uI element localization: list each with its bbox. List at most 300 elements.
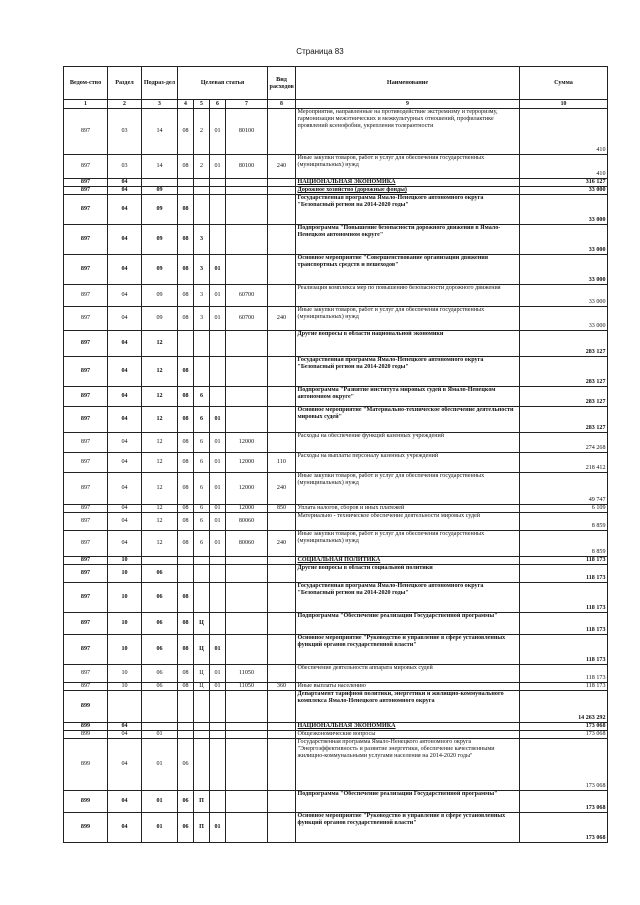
table-row [64, 505, 608, 513]
cell-direction: 80060 [226, 513, 268, 531]
cell-department: 897 [64, 187, 108, 195]
cell-expense-type: 240 [268, 473, 296, 505]
cell-department: 899 [64, 791, 108, 813]
table-row [64, 791, 608, 813]
cell-expense-type [268, 331, 296, 357]
cell-program: 08 [178, 285, 194, 307]
table-row [64, 665, 608, 683]
cell-activity: 01 [210, 473, 226, 505]
table-row [64, 531, 608, 557]
cell-name: Иные закупки товаров, работ и услуг для обеспечения государственных (муниципальных) нужд [296, 307, 520, 331]
cell-department: 899 [64, 691, 108, 723]
cell-activity: 01 [210, 505, 226, 513]
cell-name: Реализация комплекса мер по повышению безопасности дорожного движения [296, 285, 520, 307]
column-number-row [64, 100, 608, 109]
cell-sum: 6 109 [520, 505, 608, 513]
cell-activity: 01 [210, 683, 226, 691]
cell-sum: 33 000 [520, 307, 608, 331]
cell-department: 899 [64, 739, 108, 791]
cell-section: 04 [108, 331, 142, 357]
cell-sum: 33 000 [520, 225, 608, 255]
cell-subsection: 01 [142, 739, 178, 791]
table-row [64, 683, 608, 691]
table-row [64, 635, 608, 665]
cell-expense-type: 110 [268, 453, 296, 473]
table-row [64, 285, 608, 307]
cell-program: 08 [178, 307, 194, 331]
cell-subprogram [194, 731, 210, 739]
table-row [64, 513, 608, 531]
cell-name: Подпрограмма "Развитие института мировых судей в Ямало-Ненецком автономном округе" [296, 387, 520, 407]
header-row [64, 67, 608, 100]
cell-program: 08 [178, 613, 194, 635]
cell-subprogram: 6 [194, 387, 210, 407]
table-row [64, 691, 608, 723]
column-number: 10 [520, 100, 608, 109]
cell-activity [210, 179, 226, 187]
cell-activity: 01 [210, 453, 226, 473]
cell-department: 897 [64, 331, 108, 357]
cell-section: 04 [108, 255, 142, 285]
cell-name: Основное мероприятие "Руководство и управление в сфере установленных функций органов государственной власти" [296, 813, 520, 843]
cell-subprogram: 6 [194, 513, 210, 531]
cell-direction: 11050 [226, 665, 268, 683]
cell-activity [210, 565, 226, 583]
cell-program: 08 [178, 357, 194, 387]
cell-program: 08 [178, 665, 194, 683]
table-row [64, 723, 608, 731]
cell-subprogram: 6 [194, 505, 210, 513]
cell-department: 897 [64, 473, 108, 505]
column-number: 5 [194, 100, 210, 109]
cell-direction [226, 613, 268, 635]
cell-subsection: 12 [142, 473, 178, 505]
cell-direction [226, 723, 268, 731]
budget-table [63, 66, 608, 843]
cell-expense-type [268, 387, 296, 407]
cell-subsection: 09 [142, 187, 178, 195]
cell-expense-type [268, 407, 296, 433]
cell-name: Подпрограмма "Повышение безопасности дорожного движения в Ямало-Ненецком автономном округе" [296, 225, 520, 255]
cell-department: 897 [64, 635, 108, 665]
cell-name: СОЦИАЛЬНАЯ ПОЛИТИКА [296, 557, 520, 565]
cell-program: 08 [178, 513, 194, 531]
cell-subsection: 14 [142, 155, 178, 179]
cell-expense-type [268, 225, 296, 255]
cell-expense-type [268, 665, 296, 683]
cell-program: 08 [178, 683, 194, 691]
cell-subprogram [194, 187, 210, 195]
cell-section: 04 [108, 407, 142, 433]
cell-name: Материально - техническое обеспечение деятельности мировых судей [296, 513, 520, 531]
cell-department: 897 [64, 505, 108, 513]
cell-program [178, 187, 194, 195]
cell-department: 897 [64, 683, 108, 691]
table-row [64, 179, 608, 187]
cell-direction [226, 565, 268, 583]
cell-section: 04 [108, 453, 142, 473]
cell-subsection: 06 [142, 683, 178, 691]
cell-sum: 283 127 [520, 331, 608, 357]
cell-direction [226, 407, 268, 433]
cell-sum: 118 173 [520, 613, 608, 635]
cell-subprogram [194, 331, 210, 357]
cell-activity: 01 [210, 109, 226, 155]
cell-subsection: 06 [142, 665, 178, 683]
cell-activity [210, 357, 226, 387]
cell-section: 03 [108, 109, 142, 155]
cell-sum: 118 173 [520, 635, 608, 665]
cell-department: 897 [64, 433, 108, 453]
cell-section: 10 [108, 665, 142, 683]
cell-program [178, 565, 194, 583]
cell-direction [226, 691, 268, 723]
cell-direction: 12000 [226, 453, 268, 473]
cell-direction [226, 195, 268, 225]
cell-section: 04 [108, 387, 142, 407]
cell-activity [210, 225, 226, 255]
cell-activity: 01 [210, 407, 226, 433]
cell-activity: 01 [210, 665, 226, 683]
cell-subsection: 12 [142, 407, 178, 433]
cell-direction [226, 255, 268, 285]
cell-expense-type [268, 613, 296, 635]
column-number: 2 [108, 100, 142, 109]
cell-program: 08 [178, 473, 194, 505]
cell-direction: 60700 [226, 285, 268, 307]
table-row [64, 433, 608, 453]
cell-direction: 12000 [226, 473, 268, 505]
cell-program: 08 [178, 583, 194, 613]
cell-section: 04 [108, 433, 142, 453]
cell-activity: 01 [210, 513, 226, 531]
cell-sum: 410 [520, 155, 608, 179]
cell-section: 04 [108, 505, 142, 513]
cell-subsection: 12 [142, 357, 178, 387]
cell-subsection: 12 [142, 433, 178, 453]
cell-section: 03 [108, 155, 142, 179]
column-number: 1 [64, 100, 108, 109]
cell-sum: 118 173 [520, 565, 608, 583]
cell-department: 899 [64, 723, 108, 731]
table-row [64, 155, 608, 179]
table-row [64, 225, 608, 255]
cell-program: 08 [178, 453, 194, 473]
cell-sum: 274 268 [520, 433, 608, 453]
cell-section: 04 [108, 791, 142, 813]
cell-program: 06 [178, 739, 194, 791]
cell-department: 897 [64, 583, 108, 613]
cell-department: 897 [64, 613, 108, 635]
cell-sum: 173 068 [520, 723, 608, 731]
cell-subsection [142, 723, 178, 731]
cell-activity [210, 583, 226, 613]
cell-sum: 218 412 [520, 453, 608, 473]
cell-name: НАЦИОНАЛЬНАЯ ЭКОНОМИКА [296, 179, 520, 187]
cell-section: 04 [108, 187, 142, 195]
header-sum: Сумма [520, 67, 608, 100]
cell-name: Подпрограмма "Обеспечение реализации Государственной программы" [296, 791, 520, 813]
cell-direction: 12000 [226, 433, 268, 453]
cell-sum: 118 173 [520, 683, 608, 691]
cell-department: 897 [64, 255, 108, 285]
table-row [64, 739, 608, 791]
cell-program [178, 691, 194, 723]
cell-section: 04 [108, 731, 142, 739]
table-row [64, 331, 608, 357]
cell-subsection: 01 [142, 731, 178, 739]
cell-name: Государственная программа Ямало-Ненецкого автономного округа "Безопасный регион на 2014-2020 годы" [296, 195, 520, 225]
cell-program [178, 731, 194, 739]
cell-direction: 11050 [226, 683, 268, 691]
cell-activity [210, 739, 226, 791]
cell-section: 10 [108, 557, 142, 565]
cell-name: Департамент тарифной политики, энергетики и жилищно-коммунального комплекса Ямало-Ненецкого автономного округа [296, 691, 520, 723]
cell-subsection: 09 [142, 255, 178, 285]
cell-name: Общеэкономические вопросы [296, 731, 520, 739]
cell-subprogram [194, 357, 210, 387]
cell-section: 04 [108, 813, 142, 843]
cell-program: 08 [178, 407, 194, 433]
table-row [64, 387, 608, 407]
cell-sum: 283 127 [520, 387, 608, 407]
cell-expense-type [268, 433, 296, 453]
cell-activity [210, 187, 226, 195]
cell-expense-type [268, 635, 296, 665]
cell-expense-type: 240 [268, 155, 296, 179]
cell-subprogram: 6 [194, 453, 210, 473]
cell-direction [226, 731, 268, 739]
cell-subprogram [194, 691, 210, 723]
cell-expense-type [268, 195, 296, 225]
table-row [64, 613, 608, 635]
cell-subsection: 01 [142, 813, 178, 843]
cell-program: 08 [178, 225, 194, 255]
cell-activity: 01 [210, 307, 226, 331]
cell-direction [226, 813, 268, 843]
cell-sum: 283 127 [520, 407, 608, 433]
cell-activity [210, 331, 226, 357]
cell-subprogram [194, 195, 210, 225]
cell-subsection: 12 [142, 453, 178, 473]
cell-sum: 283 127 [520, 357, 608, 387]
cell-name: Подпрограмма "Обеспечение реализации Государственной программы" [296, 613, 520, 635]
cell-subsection: 14 [142, 109, 178, 155]
cell-subsection: 06 [142, 635, 178, 665]
cell-subsection: 09 [142, 307, 178, 331]
cell-program: 08 [178, 195, 194, 225]
header-target-article: Целевая статья [178, 67, 268, 100]
cell-section: 10 [108, 583, 142, 613]
cell-direction [226, 557, 268, 565]
cell-sum: 118 173 [520, 557, 608, 565]
cell-expense-type [268, 583, 296, 613]
cell-department: 897 [64, 557, 108, 565]
cell-sum: 410 [520, 109, 608, 155]
cell-name: Другие вопросы в области национальной экономики [296, 331, 520, 357]
cell-activity [210, 791, 226, 813]
cell-program [178, 723, 194, 731]
cell-activity: 01 [210, 531, 226, 557]
cell-name: Другие вопросы в области социальной политики [296, 565, 520, 583]
cell-expense-type [268, 179, 296, 187]
cell-department: 897 [64, 357, 108, 387]
cell-name: Обеспечение деятельности аппарата мировых судей [296, 665, 520, 683]
cell-expense-type [268, 109, 296, 155]
cell-subprogram: 2 [194, 109, 210, 155]
cell-direction [226, 387, 268, 407]
cell-subsection: 12 [142, 331, 178, 357]
cell-program: 08 [178, 505, 194, 513]
cell-department: 899 [64, 731, 108, 739]
cell-direction [226, 791, 268, 813]
cell-name: Расходы на обеспечение функций казенных учреждений [296, 433, 520, 453]
cell-direction [226, 583, 268, 613]
cell-department: 897 [64, 513, 108, 531]
cell-activity [210, 387, 226, 407]
cell-section: 10 [108, 635, 142, 665]
cell-section: 10 [108, 565, 142, 583]
cell-activity: 01 [210, 285, 226, 307]
cell-subsection: 09 [142, 225, 178, 255]
cell-subprogram: Ц [194, 613, 210, 635]
cell-expense-type: 240 [268, 531, 296, 557]
cell-expense-type: 850 [268, 505, 296, 513]
cell-subsection: 06 [142, 565, 178, 583]
header-department: Ведом-ство [64, 67, 108, 100]
cell-section: 04 [108, 739, 142, 791]
cell-section: 04 [108, 531, 142, 557]
cell-program [178, 179, 194, 187]
table-row [64, 813, 608, 843]
cell-program: 08 [178, 433, 194, 453]
cell-direction [226, 179, 268, 187]
cell-sum: 33 000 [520, 187, 608, 195]
cell-subprogram: 6 [194, 531, 210, 557]
cell-direction: 80100 [226, 155, 268, 179]
cell-department: 897 [64, 109, 108, 155]
cell-direction [226, 225, 268, 255]
cell-section: 04 [108, 307, 142, 331]
cell-program: 06 [178, 791, 194, 813]
cell-activity [210, 195, 226, 225]
cell-activity [210, 557, 226, 565]
cell-expense-type [268, 791, 296, 813]
column-number: 9 [296, 100, 520, 109]
cell-name: Государственная программа Ямало-Ненецкого автономного округа "Безопасный регион на 2014-2020 годы" [296, 357, 520, 387]
cell-subprogram: 3 [194, 255, 210, 285]
cell-subprogram: 6 [194, 433, 210, 453]
cell-expense-type [268, 187, 296, 195]
cell-subprogram: П [194, 813, 210, 843]
cell-section: 04 [108, 195, 142, 225]
cell-subsection: 06 [142, 583, 178, 613]
cell-subprogram: П [194, 791, 210, 813]
cell-activity [210, 613, 226, 635]
cell-direction [226, 635, 268, 665]
cell-activity: 01 [210, 255, 226, 285]
cell-expense-type [268, 731, 296, 739]
cell-subprogram: Ц [194, 665, 210, 683]
cell-program: 08 [178, 255, 194, 285]
column-number: 6 [210, 100, 226, 109]
cell-sum: 118 173 [520, 583, 608, 613]
cell-direction: 12000 [226, 505, 268, 513]
cell-subprogram [194, 565, 210, 583]
cell-name: Дорожное хозяйство (дорожные фонды) [296, 187, 520, 195]
cell-activity: 01 [210, 813, 226, 843]
cell-direction [226, 331, 268, 357]
cell-direction [226, 357, 268, 387]
cell-department: 897 [64, 565, 108, 583]
cell-section: 04 [108, 723, 142, 731]
cell-sum: 173 068 [520, 813, 608, 843]
cell-expense-type [268, 691, 296, 723]
table-row [64, 583, 608, 613]
cell-expense-type [268, 513, 296, 531]
cell-activity [210, 731, 226, 739]
table-row [64, 731, 608, 739]
cell-subprogram: 3 [194, 307, 210, 331]
cell-sum: 118 173 [520, 665, 608, 683]
cell-subprogram [194, 179, 210, 187]
table-row [64, 473, 608, 505]
cell-name: Государственная программа Ямало-Ненецкого автономного округа "Энергоэффективность и развитие энергетики, обеспечение качественными жилищно-коммунальными услугами населения на 2014-2020 годы" [296, 739, 520, 791]
cell-expense-type [268, 565, 296, 583]
cell-program: 08 [178, 109, 194, 155]
cell-subprogram [194, 583, 210, 613]
cell-name: Мероприятия, направленные на противодействие экстремизму и терроризму, гармонизации межэтнических и межкультурных отношений, профилактике проявлений ксенофобии, укрепления толерантности [296, 109, 520, 155]
cell-expense-type [268, 557, 296, 565]
cell-subsection [142, 179, 178, 187]
cell-expense-type [268, 723, 296, 731]
cell-section: 04 [108, 285, 142, 307]
cell-program: 08 [178, 635, 194, 665]
cell-name: Иные закупки товаров, работ и услуг для обеспечения государственных (муниципальных) нужд [296, 473, 520, 505]
cell-sum: 8 859 [520, 513, 608, 531]
cell-sum: 173 068 [520, 731, 608, 739]
cell-program: 08 [178, 531, 194, 557]
cell-program: 08 [178, 387, 194, 407]
cell-expense-type [268, 739, 296, 791]
cell-section [108, 691, 142, 723]
table-row [64, 407, 608, 433]
header-subsection: Подраз-дел [142, 67, 178, 100]
table-row [64, 187, 608, 195]
cell-department: 897 [64, 407, 108, 433]
cell-activity: 01 [210, 635, 226, 665]
cell-activity [210, 691, 226, 723]
table-row [64, 109, 608, 155]
cell-sum: 8 859 [520, 531, 608, 557]
cell-subprogram: Ц [194, 683, 210, 691]
cell-subprogram [194, 723, 210, 731]
cell-subsection: 06 [142, 613, 178, 635]
cell-department: 897 [64, 531, 108, 557]
cell-subsection: 01 [142, 791, 178, 813]
column-number: 8 [268, 100, 296, 109]
cell-subprogram: Ц [194, 635, 210, 665]
cell-department: 897 [64, 179, 108, 187]
cell-section: 04 [108, 513, 142, 531]
cell-subsection: 12 [142, 513, 178, 531]
cell-sum: 173 068 [520, 739, 608, 791]
cell-direction [226, 187, 268, 195]
table-row [64, 255, 608, 285]
cell-activity: 01 [210, 155, 226, 179]
cell-name: Государственная программа Ямало-Ненецкого автономного округа "Безопасный регион на 2014-2020 годы" [296, 583, 520, 613]
cell-expense-type [268, 813, 296, 843]
